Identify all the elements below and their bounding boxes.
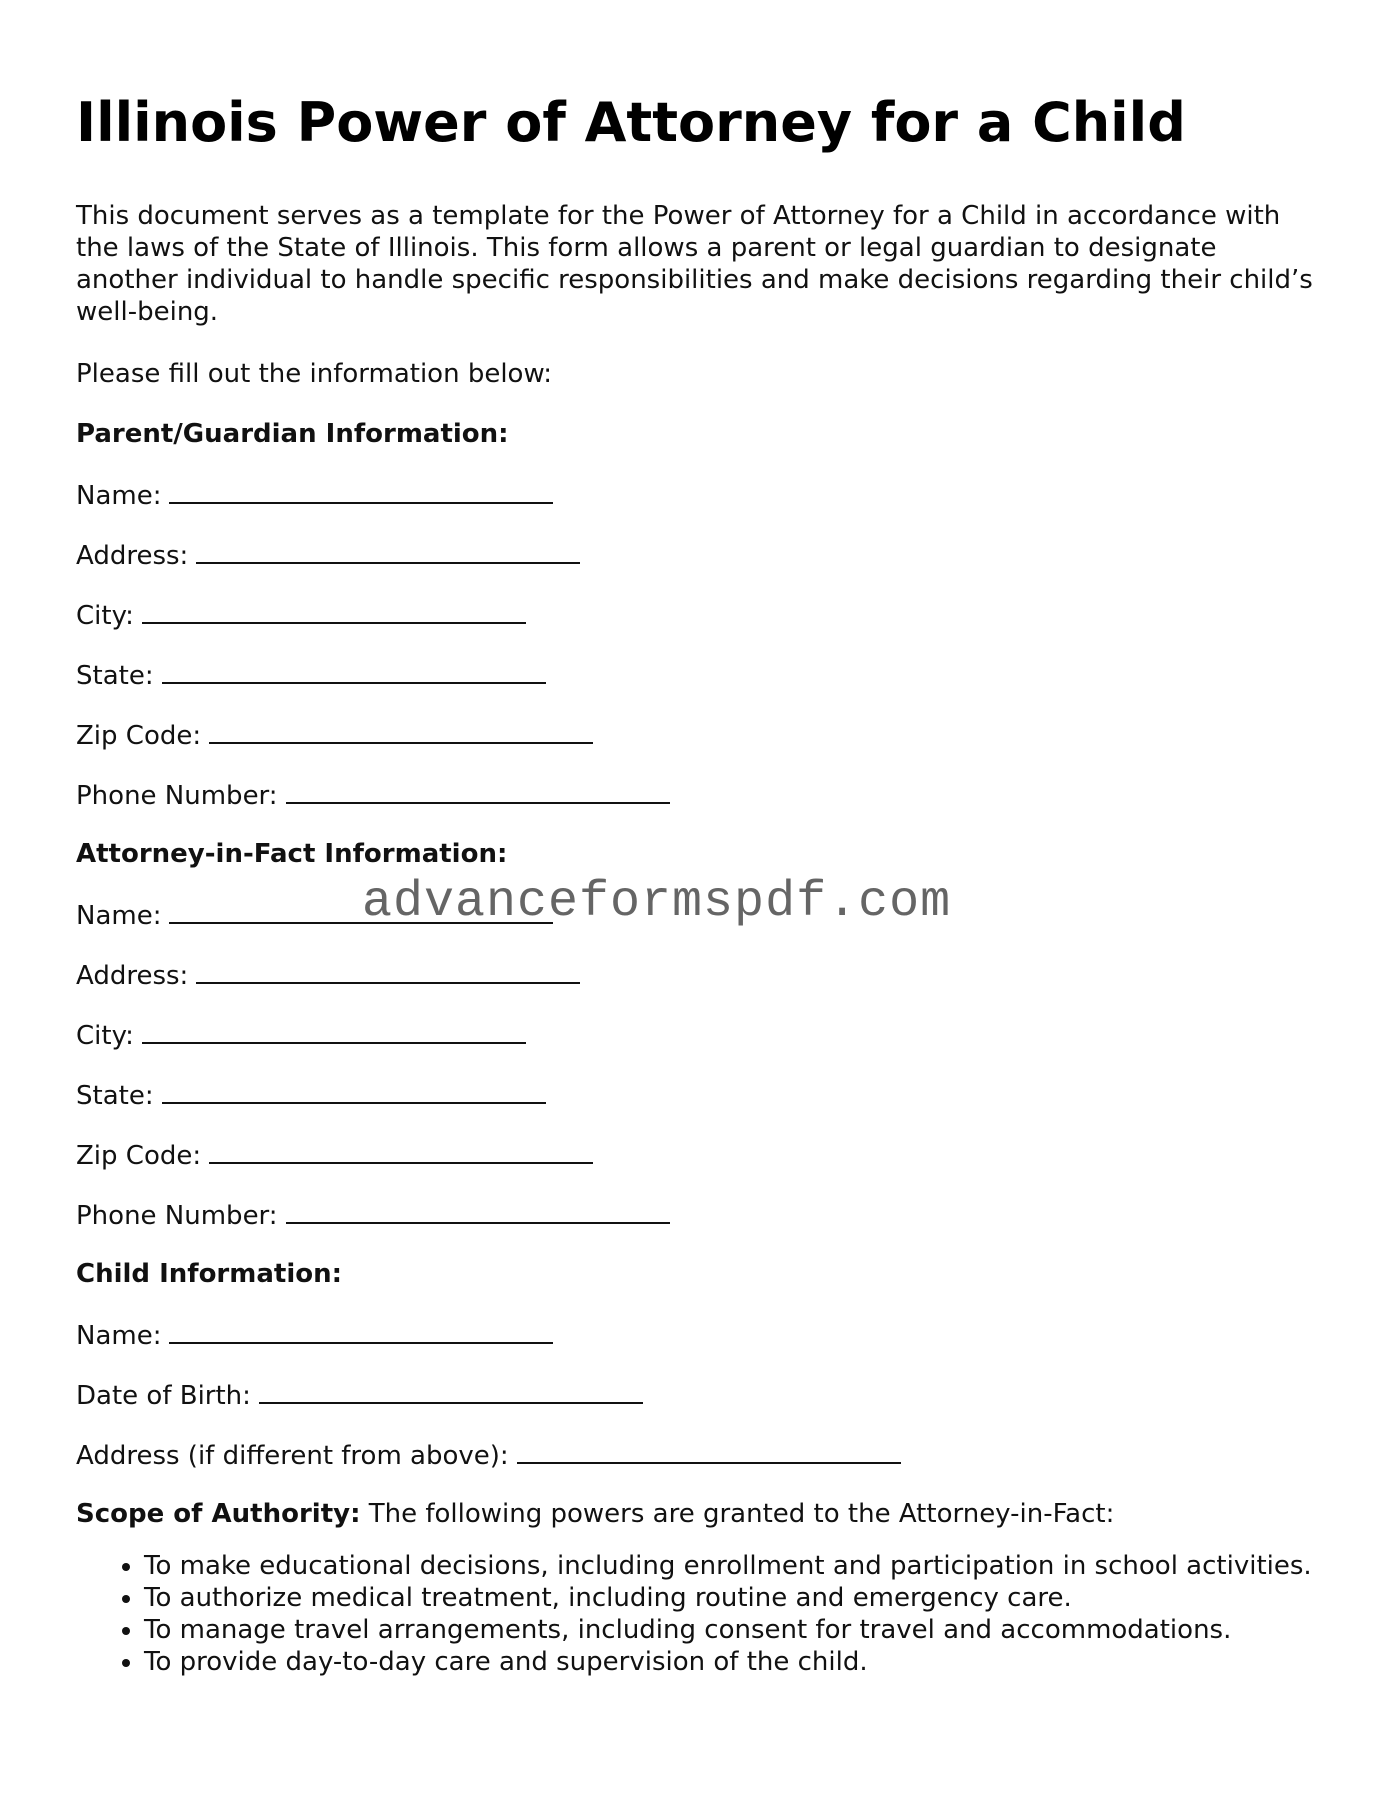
parent-address-blank[interactable] <box>196 538 580 564</box>
attorney-address-blank[interactable] <box>196 958 580 984</box>
attorney-section-heading: Attorney-in-Fact Information: <box>76 839 508 869</box>
parent-phone-blank[interactable] <box>286 778 670 804</box>
attorney-phone-blank[interactable] <box>286 1198 670 1224</box>
field-label: Name: <box>76 901 162 931</box>
scope-text: The following powers are granted to the Attorney-in-Fact: <box>360 1499 1115 1529</box>
field-label: City: <box>76 1021 134 1051</box>
list-item: • To manage travel arrangements, including consent for travel and accommodations. <box>144 1614 1364 1646</box>
attorney-city-blank[interactable] <box>142 1018 526 1044</box>
attorney-phone-row <box>76 1198 670 1232</box>
document-title: Illinois Power of Attorney for a Child <box>76 91 1186 154</box>
field-label: State: <box>76 1081 154 1111</box>
child-dob-blank[interactable] <box>259 1378 643 1404</box>
parent-zip-row <box>76 718 593 752</box>
field-label: Name: <box>76 481 162 511</box>
parent-city-blank[interactable] <box>142 598 526 624</box>
field-label: Address: <box>76 541 189 571</box>
list-item: • To provide day-to-day care and supervision of the child. <box>144 1646 1364 1678</box>
child-address-blank[interactable] <box>517 1438 901 1464</box>
parent-state-row <box>76 658 546 692</box>
attorney-state-blank[interactable] <box>162 1078 546 1104</box>
scope-of-authority <box>76 1498 1114 1530</box>
watermark: advanceformspdf.com <box>362 874 952 931</box>
intro-paragraph: This document serves as a template for the Power of Attorney for a Child in accordance with the laws of the State of Illinois. This form allows a parent or legal guardian to designate another individual to handle specific responsibilities and make decisions regarding their child’s well-being. <box>76 201 1313 327</box>
field-label: Phone Number: <box>76 1201 278 1231</box>
parent-address-row <box>76 538 580 572</box>
parent-phone-row <box>76 778 670 812</box>
attorney-zip-blank[interactable] <box>209 1138 593 1164</box>
child-name-row <box>76 1318 553 1352</box>
parent-zip-blank[interactable] <box>209 718 593 744</box>
field-label: Phone Number: <box>76 781 278 811</box>
field-label: State: <box>76 661 154 691</box>
field-label: Zip Code: <box>76 721 202 751</box>
parent-city-row <box>76 598 526 632</box>
field-label: Zip Code: <box>76 1141 202 1171</box>
parent-name-blank[interactable] <box>169 478 553 504</box>
scope-label: Scope of Authority: <box>76 1499 361 1529</box>
field-label: Address (if different from above): <box>76 1441 509 1471</box>
field-label: Date of Birth: <box>76 1381 251 1411</box>
attorney-state-row <box>76 1078 546 1112</box>
attorney-city-row <box>76 1018 526 1052</box>
parent-state-blank[interactable] <box>162 658 546 684</box>
child-address-row <box>76 1438 901 1472</box>
powers-list <box>76 1550 1364 1678</box>
field-label: Name: <box>76 1321 162 1351</box>
parent-section-heading: Parent/Guardian Information: <box>76 419 509 449</box>
child-dob-row <box>76 1378 643 1412</box>
fill-instruction: Please fill out the information below: <box>76 359 553 389</box>
attorney-address-row <box>76 958 580 992</box>
attorney-zip-row <box>76 1138 593 1172</box>
field-label: City: <box>76 601 134 631</box>
list-item: • To make educational decisions, including enrollment and participation in school activities. <box>144 1550 1364 1582</box>
child-name-blank[interactable] <box>169 1318 553 1344</box>
field-label: Address: <box>76 961 189 991</box>
list-item: • To authorize medical treatment, including routine and emergency care. <box>144 1582 1364 1614</box>
parent-name-row <box>76 478 553 512</box>
child-section-heading: Child Information: <box>76 1259 343 1289</box>
